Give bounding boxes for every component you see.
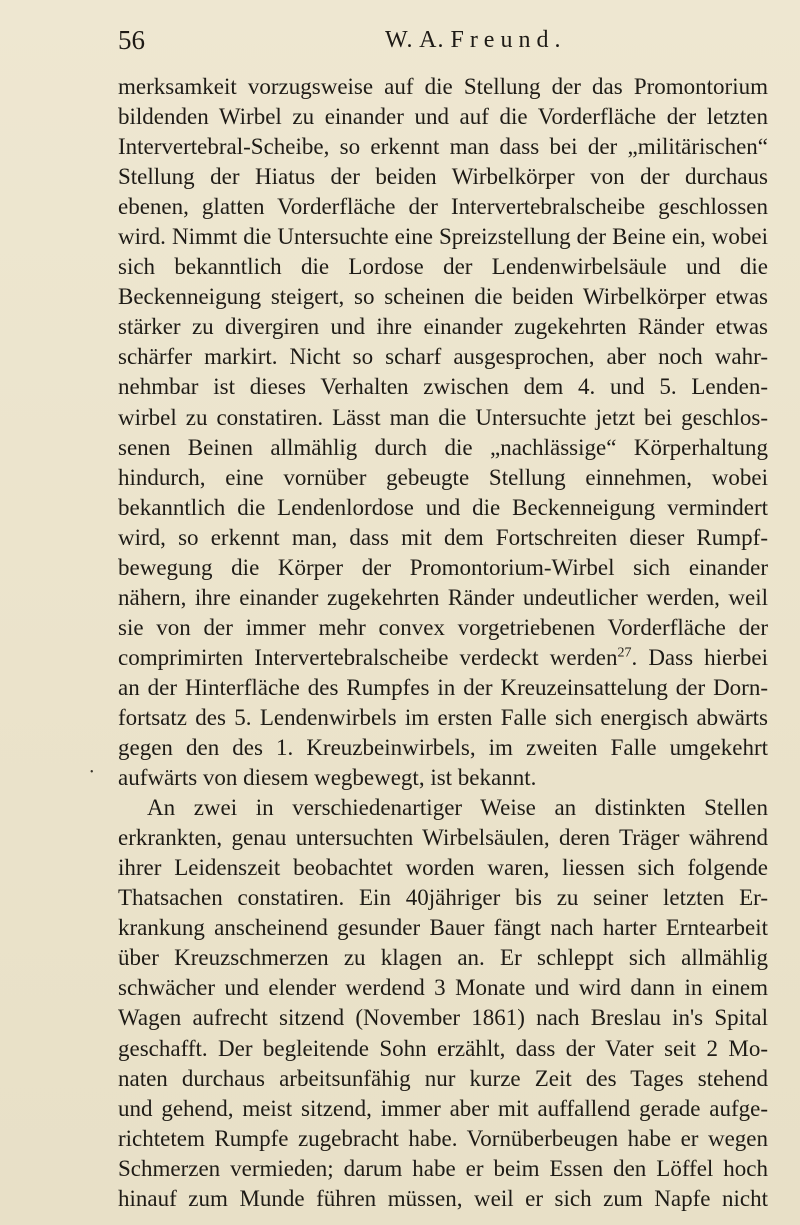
footnote-text-line (118, 643, 768, 673)
text-line: krankung anscheinend gesunder Bauer fängt nach harter Erntearbeit (118, 915, 768, 941)
text-line: nehmbar ist dieses Verhalten zwischen dem 4. und 5. Lenden- (118, 374, 768, 400)
text-line: und gehend, meist sitzend, immer aber mit auffallend gerade aufge- (118, 1095, 768, 1121)
page-number: 56 (118, 25, 145, 55)
text-line: bewegung die Körper der Promontorium-Wirbel sich einander (118, 554, 768, 580)
text-line: Schmerzen vermieden; darum habe er beim Essen den Löffel hoch (118, 1155, 768, 1181)
text-line: erkrankten, genau untersuchten Wirbelsäulen, deren Träger während (118, 825, 768, 851)
text-line: geschafft. Der begleitende Sohn erzählt, dass der Vater seit 2 Mo- (118, 1035, 768, 1061)
text-line: stärker zu divergiren und ihre einander zugekehrten Ränder etwas (118, 314, 768, 340)
text-line: ihrer Leidenszeit beobachtet worden waren, liessen sich folgende (118, 855, 768, 881)
text-line: hinauf zum Munde führen müssen, weil er sich zum Napfe nicht (118, 1185, 768, 1211)
text-line: bekanntlich die Lendenlordose und die Beckenneigung vermindert (118, 494, 768, 520)
footnote-line-after: . Dass hierbei (631, 644, 769, 670)
text-line: richtetem Rumpfe zugebracht habe. Vornüberbeugen habe er wegen (118, 1125, 768, 1151)
text-line: An zwei in verschiedenartiger Weise an distinkten Stellen (147, 795, 768, 821)
footnote-line-before: comprimirten Intervertebralscheibe verdeckt werden (118, 644, 618, 670)
text-line: Intervertebral-Scheibe, so erkennt man dass bei der „militärischen“ (118, 134, 768, 160)
text-line: Wagen aufrecht sitzend (November 1861) nach Breslau in's Spital (118, 1005, 768, 1031)
text-line: an der Hinterfläche des Rumpfes in der Kreuzeinsattelung der Dorn- (118, 674, 768, 700)
running-head (385, 22, 566, 58)
text-line: senen Beinen allmählig durch die „nachlässige“ Körperhaltung (118, 434, 768, 460)
text-line: merksamkeit vorzugsweise auf die Stellung der das Promontorium (118, 74, 768, 99)
body-text (118, 72, 768, 1214)
text-line: ebenen, glatten Vorderfläche der Intervertebralscheibe geschlossen (118, 194, 768, 220)
text-line: wirbel zu constatiren. Lässt man die Untersuchte jetzt bei geschlos- (118, 404, 768, 430)
page-header (0, 22, 800, 62)
text-line: über Kreuzschmerzen zu klagen an. Er schleppt sich allmählig (118, 945, 768, 971)
text-line: Beckenneigung steigert, so scheinen die beiden Wirbelkörper etwas (118, 284, 768, 310)
text-line: naten durchaus arbeitsunfähig nur kurze Zeit des Tages stehend (118, 1065, 768, 1091)
text-line: nähern, ihre einander zugekehrten Ränder undeutlicher werden, weil (118, 584, 768, 610)
paragraph-1 (118, 72, 768, 793)
text-line: sich bekanntlich die Lordose der Lendenwirbelsäule und die (118, 254, 768, 280)
text-line: Stellung der Hiatus der beiden Wirbelkörper von der durchaus (118, 164, 768, 190)
text-line: gegen den des 1. Kreuzbeinwirbels, im zweiten Falle umgekehrt (118, 735, 768, 761)
footnote-reference[interactable]: 27 (617, 645, 632, 661)
running-head-initials: W. A. (385, 27, 445, 53)
text-line: schärfer markirt. Nicht so scharf ausgesprochen, aber noch wahr- (118, 344, 768, 370)
margin-mark: • (90, 767, 94, 778)
text-line: Thatsachen constatiren. Ein 40jähriger bis zu seiner letzten Er- (118, 885, 768, 911)
text-line: sie von der immer mehr convex vorgetriebenen Vorderfläche der (118, 614, 768, 640)
running-head-author: Freund. (450, 27, 567, 53)
text-line: fortsatz des 5. Lendenwirbels im ersten Falle sich energisch abwärts (118, 704, 768, 730)
text-line: hindurch, eine vornüber gebeugte Stellung einnehmen, wobei (118, 464, 768, 490)
text-line: bildenden Wirbel zu einander und auf die Vorderfläche der letzten (118, 104, 768, 130)
text-line: schwächer und elender werdend 3 Monate und wird dann in einem (118, 975, 768, 1001)
text-line: wird, so erkennt man, dass mit dem Fortschreiten dieser Rumpf- (118, 524, 768, 550)
text-line: wird. Nimmt die Untersuchte eine Spreizstellung der Beine ein, wobei (118, 224, 768, 250)
text-line: aufwärts von diesem wegbewegt, ist bekannt. (118, 765, 537, 791)
paragraph-2 (118, 793, 768, 1214)
